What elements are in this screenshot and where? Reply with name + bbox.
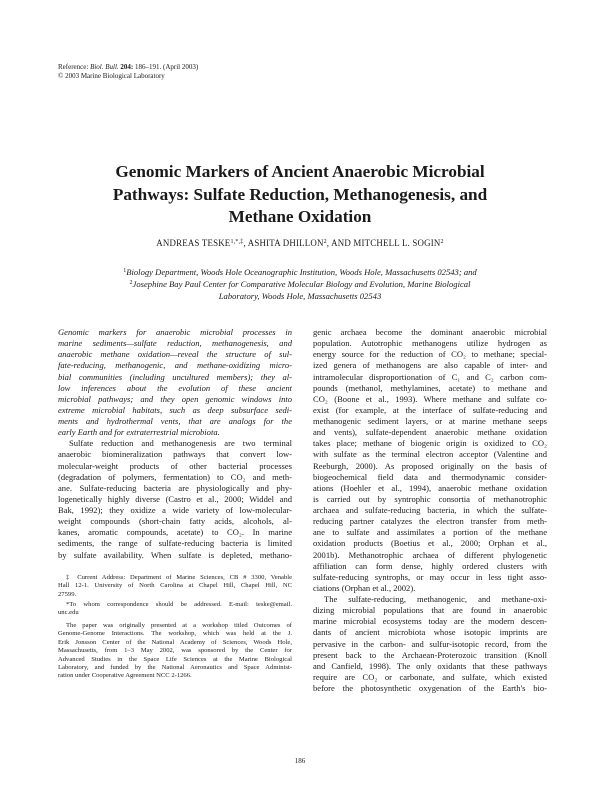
body-line: is carried out by syntrophic consortia of methanotrophic: [313, 493, 547, 504]
footnote-line: Genome-Genome Interactions. The workshop, which was held at the J.: [58, 630, 292, 638]
body-line: (degradation of polymers, fermentation) to CO₂ and meth-: [58, 471, 292, 482]
author-list: [0, 238, 600, 248]
body-line: methanogenic sediment layers, or at marine methane seeps: [313, 416, 547, 426]
body-line: anaerobic biomineralization pathways that convert low-: [58, 449, 292, 460]
body-line: 2001b). Methanotrophic archaea of different phylogenetic: [313, 549, 547, 560]
body-line: The sulfate-reducing, methanogenic, and methane-oxi-: [324, 594, 547, 604]
citation-reference: [58, 63, 198, 81]
affiliation-line: [0, 278, 600, 290]
author-marker: 1,*,‡: [230, 239, 244, 245]
body-line: dizing microbial populations that are found in anaerobic: [313, 605, 547, 616]
footnote-line: The paper was originally presented at a workshop titled Outcomes of: [66, 622, 292, 629]
affiliation-line: Laboratory, Woods Hole, Massachusetts 02543: [218, 290, 382, 301]
footnote-line: Advanced Studies in the Space Life Sciences at the Marine Biological: [58, 655, 292, 663]
citation-pages: 186–191. (April 2003): [135, 63, 199, 71]
footnote-workshop: [58, 622, 292, 681]
author-teske: ANDREAS TESKE: [156, 238, 231, 248]
footnote-line: Erik Jonsson Center of the National Academy of Sciences, Woods Hole,: [58, 638, 292, 646]
body-line: CO₂ (Boone et al., 1993). Where methane and sulfate co-: [313, 393, 547, 404]
abstract-line: early Earth and for extraterrestrial microbiota.: [58, 427, 220, 438]
abstract-line: marine sediments—sulfate reduction, methanogenesis, and: [58, 338, 292, 349]
citation-prefix: Reference:: [58, 63, 89, 71]
body-line: molecular-weight products of other bacterial processes: [58, 460, 292, 471]
footnote-correspondence: [58, 601, 292, 618]
body-paragraph: [58, 438, 292, 560]
body-line: Bak, 1992); they oxidize a wide variety of low-molecular-: [58, 505, 292, 515]
body-line: intramolecular disproportionation of C₁ and C₂ carbon com-: [313, 371, 547, 382]
body-line: sulfate-reducing syntrophs, or may occur in less tight asso-: [313, 571, 547, 582]
affiliation-line: [0, 266, 600, 278]
author-marker: 2: [440, 239, 444, 245]
abstract: [58, 327, 292, 438]
body-line: present back to the Archaean-Proterozoic transition (Knoll: [313, 649, 547, 660]
body-line: takes place; methane of biogenic origin is oxidized to CO₂: [313, 438, 547, 449]
body-paragraph: [313, 327, 547, 594]
citation-line: [58, 63, 198, 72]
footnote-line: Massachusetts, from 1–3 May 2002, was sponsored by the Center for: [58, 647, 292, 655]
body-line: pounds (methanol, methylamines, acetate) to methane and: [313, 382, 547, 393]
abstract-line: fate-reducing, methanogenic, and methane-oxidizing micro-: [58, 360, 292, 371]
body-line: oxidation products (Boetius et al., 2000; Orphan et al.,: [313, 538, 547, 549]
body-line: ane. Sulfate-reducing bacteria are physiologically and phy-: [58, 482, 292, 493]
body-line: sediments, the range of sulfate-reducing bacteria is limited: [58, 538, 292, 549]
affiliation-text: Biology Department, Woods Hole Oceanographic Institution, Woods Hole, Massachusetts 02543; and: [126, 267, 477, 277]
body-line: reducing partner catalyzes the electron transfer from meth-: [313, 516, 547, 527]
footnote-line: *To whom correspondence should be addressed. E-mail: teske@email.: [66, 601, 292, 608]
author-dhillon: ASHITA DHILLON: [247, 238, 324, 248]
body-line: biogeochemical field data and thermodynamic consider-: [313, 471, 547, 482]
abstract-line: Genomic markers for anaerobic microbial processes in: [58, 327, 292, 337]
footnote-line: unc.edu: [58, 609, 79, 617]
body-line: energy source for the reduction of CO₂ to methane; special-: [313, 349, 547, 360]
affiliation-marker: 1: [123, 268, 127, 274]
title-line: Methane Oxidation: [228, 207, 372, 226]
right-column: [313, 327, 547, 694]
affiliation-text: Josephine Bay Paul Center for Comparative Molecular Biology and Evolution, Marine Biological: [132, 279, 471, 290]
body-line: kanes, aromatic compounds, acetate) to CO₂. In marine: [58, 527, 292, 538]
affiliations: [0, 266, 600, 302]
body-line: and vents), sulfate-dependent anaerobic methane oxidation: [313, 427, 547, 438]
body-line: Sulfate reduction and methanogenesis are two terminal: [69, 438, 292, 449]
author-separator: , AND: [326, 238, 354, 248]
copyright-line: © 2003 Marine Biological Laboratory: [58, 72, 165, 80]
body-line: dants of ancient microbiota whose isotopic imprints are: [313, 627, 547, 638]
author-sogin: MITCHELL L. SOGIN: [353, 238, 441, 248]
body-line: affiliation can form dense, highly ordered clusters with: [313, 560, 547, 571]
author-separator: ,: [243, 238, 248, 248]
body-line: pervasive in the carbon- and sulfur-isotopic record, from the: [313, 638, 547, 649]
body-line: ciations (Orphan et al., 2002).: [313, 582, 416, 593]
article-title: [60, 161, 540, 229]
footnote-line: Hall 12-1. University of North Carolina at Chapel Hill, Chapel Hill, NC: [58, 582, 292, 590]
title-line: Genomic Markers of Ancient Anaerobic Microbial: [115, 162, 485, 181]
body-line: ations (Hoehler et al., 1994), anaerobic methane oxidation: [313, 482, 547, 493]
footnote-address: [58, 574, 292, 599]
body-paragraph: [313, 594, 547, 694]
abstract-line: anaerobic methane oxidation—reveal the structure of sul-: [58, 349, 292, 360]
page-number: 186: [294, 757, 306, 765]
abstract-line: extreme microbial habitats, such as deep subsurface sedi-: [58, 404, 292, 415]
citation-volume: 204:: [120, 63, 134, 71]
footnote-line: ration under Cooperative Agreement NCC 2-1266.: [58, 672, 192, 680]
footnote-line: 27599.: [58, 590, 77, 598]
abstract-line: bial communities (including uncultured members); they al-: [58, 371, 292, 382]
abstract-line: ments and hydrothermal vents, that are analogs for the: [58, 416, 292, 426]
body-line: ized genera of methanogens are also capable of inter- and: [313, 360, 547, 371]
affiliation-marker: 2: [129, 280, 133, 287]
body-line: genic archaea become the dominant anaerobic microbial: [313, 327, 547, 337]
body-line: with sulfate as the terminal electron acceptor (Valentine and: [313, 449, 547, 460]
abstract-line: microbial pathways; and they open genomic windows into: [58, 393, 292, 404]
body-line: exist (for example, at the interface of sulfate-reducing and: [313, 404, 547, 415]
footnote-line: ‡ Current Address: Department of Marine Sciences, CB # 3300, Venable: [66, 574, 292, 581]
body-line: Reeburgh, 2000). As proposed originally on the basis of: [313, 460, 547, 471]
body-line: and Canfield, 1998). The only oxidants that these pathways: [313, 660, 547, 671]
title-line: Pathways: Sulfate Reduction, Methanogenesis, and: [112, 184, 488, 204]
citation-journal: Biol. Bull.: [90, 63, 119, 71]
author-marker: 2: [323, 239, 327, 245]
left-column: [58, 327, 292, 561]
body-line: by sulfate availability. When sulfate is depleted, methano-: [58, 549, 292, 560]
footnote-line: Laboratory, and funded by the National Aeronautics and Space Administ-: [58, 664, 292, 672]
abstract-line: low inferences about the evolution of these ancient: [58, 382, 292, 393]
body-line: population. Autotrophic methanogens utilize hydrogen as: [313, 338, 547, 349]
body-line: logenetically highly diverse (Castro et al., 2000; Widdel and: [58, 493, 292, 504]
body-line: require are CO₂ or carbonate, and sulfate, which existed: [313, 671, 547, 682]
body-line: weight compounds (short-chain fatty acids, alcohols, al-: [58, 516, 292, 527]
body-line: before the photosynthetic oxygenation of the Earth's bio-: [313, 683, 547, 693]
body-line: ane to sulfate and assimilates a portion of the methane: [313, 527, 547, 538]
body-line: marine microbial ecosystems today are the modern descen-: [313, 616, 547, 627]
body-line: archaea and sulfate-reducing bacteria, in which the sulfate-: [313, 505, 547, 515]
